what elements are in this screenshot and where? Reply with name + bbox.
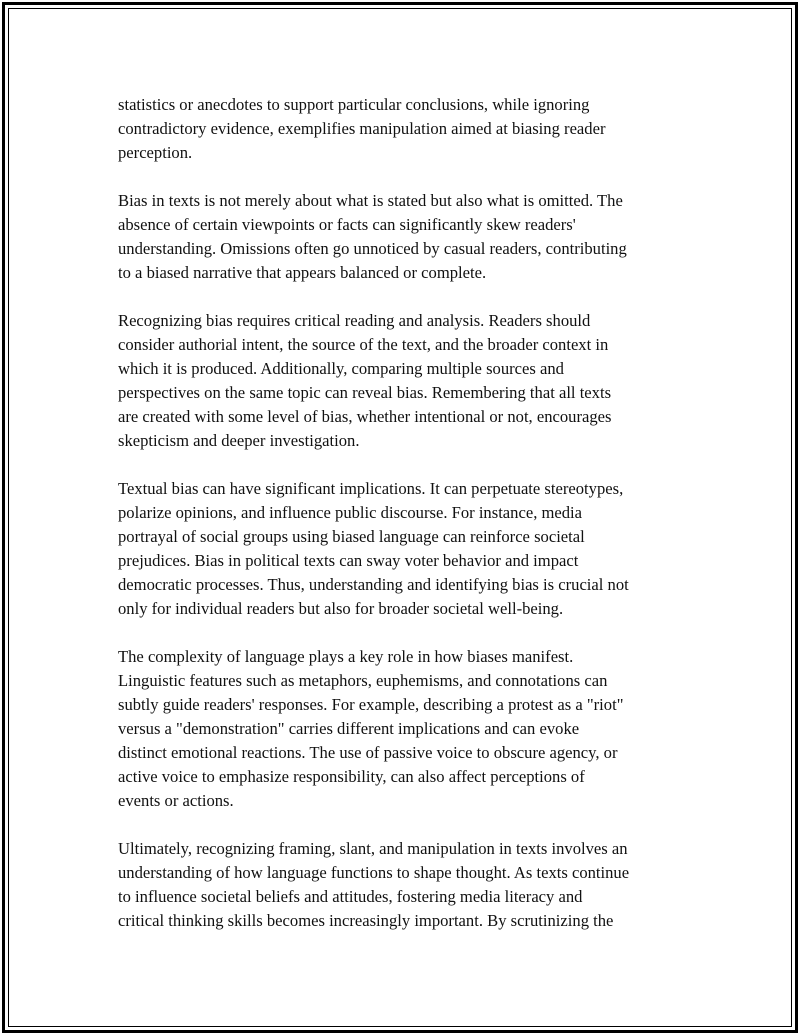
paragraph xyxy=(118,837,698,933)
text-line: democratic processes. Thus, understanding and identifying bias is crucial not xyxy=(118,575,629,594)
text-line: to a biased narrative that appears balanced or complete. xyxy=(118,263,487,282)
text-line: polarize opinions, and influence public discourse. For instance, media xyxy=(118,503,583,522)
text-line: subtly guide readers' responses. For example, describing a protest as a "riot" xyxy=(118,695,624,714)
text-line: absence of certain viewpoints or facts can significantly skew readers' xyxy=(118,215,576,234)
text-line: are created with some level of bias, whether intentional or not, encourages xyxy=(118,407,612,426)
text-line: Bias in texts is not merely about what is stated but also what is omitted. The xyxy=(118,191,623,210)
text-line: understanding of how language functions to shape thought. As texts continue xyxy=(118,863,630,882)
text-line: The complexity of language plays a key role in how biases manifest. xyxy=(118,647,574,666)
document-body xyxy=(118,93,698,933)
text-line: Linguistic features such as metaphors, euphemisms, and connotations can xyxy=(118,671,608,690)
text-line: Textual bias can have significant implications. It can perpetuate stereotypes, xyxy=(118,479,624,498)
paragraph xyxy=(118,645,698,813)
text-line: statistics or anecdotes to support particular conclusions, while ignoring xyxy=(118,95,590,114)
text-line: to influence societal beliefs and attitudes, fostering media literacy and xyxy=(118,887,583,906)
text-line: only for individual readers but also for broader societal well-being. xyxy=(118,599,564,618)
text-line: active voice to emphasize responsibility, can also affect perceptions of xyxy=(118,767,585,786)
paragraph xyxy=(118,93,698,165)
text-line: Ultimately, recognizing framing, slant, and manipulation in texts involves an xyxy=(118,839,628,858)
text-line: distinct emotional reactions. The use of passive voice to obscure agency, or xyxy=(118,743,618,762)
text-line: Recognizing bias requires critical reading and analysis. Readers should xyxy=(118,311,591,330)
text-line: perception. xyxy=(118,143,193,162)
text-line: which it is produced. Additionally, comparing multiple sources and xyxy=(118,359,564,378)
paragraph xyxy=(118,309,698,453)
text-line: skepticism and deeper investigation. xyxy=(118,431,360,450)
paragraph xyxy=(118,477,698,621)
paragraph xyxy=(118,189,698,285)
text-line: understanding. Omissions often go unnoticed by casual readers, contributing xyxy=(118,239,627,258)
text-line: contradictory evidence, exemplifies manipulation aimed at biasing reader xyxy=(118,119,606,138)
text-line: consider authorial intent, the source of the text, and the broader context in xyxy=(118,335,609,354)
text-line: critical thinking skills becomes increasingly important. By scrutinizing the xyxy=(118,911,614,930)
text-line: events or actions. xyxy=(118,791,234,810)
text-line: perspectives on the same topic can reveal bias. Remembering that all texts xyxy=(118,383,612,402)
text-line: versus a "demonstration" carries different implications and can evoke xyxy=(118,719,580,738)
text-line: prejudices. Bias in political texts can sway voter behavior and impact xyxy=(118,551,579,570)
text-line: portrayal of social groups using biased language can reinforce societal xyxy=(118,527,585,546)
